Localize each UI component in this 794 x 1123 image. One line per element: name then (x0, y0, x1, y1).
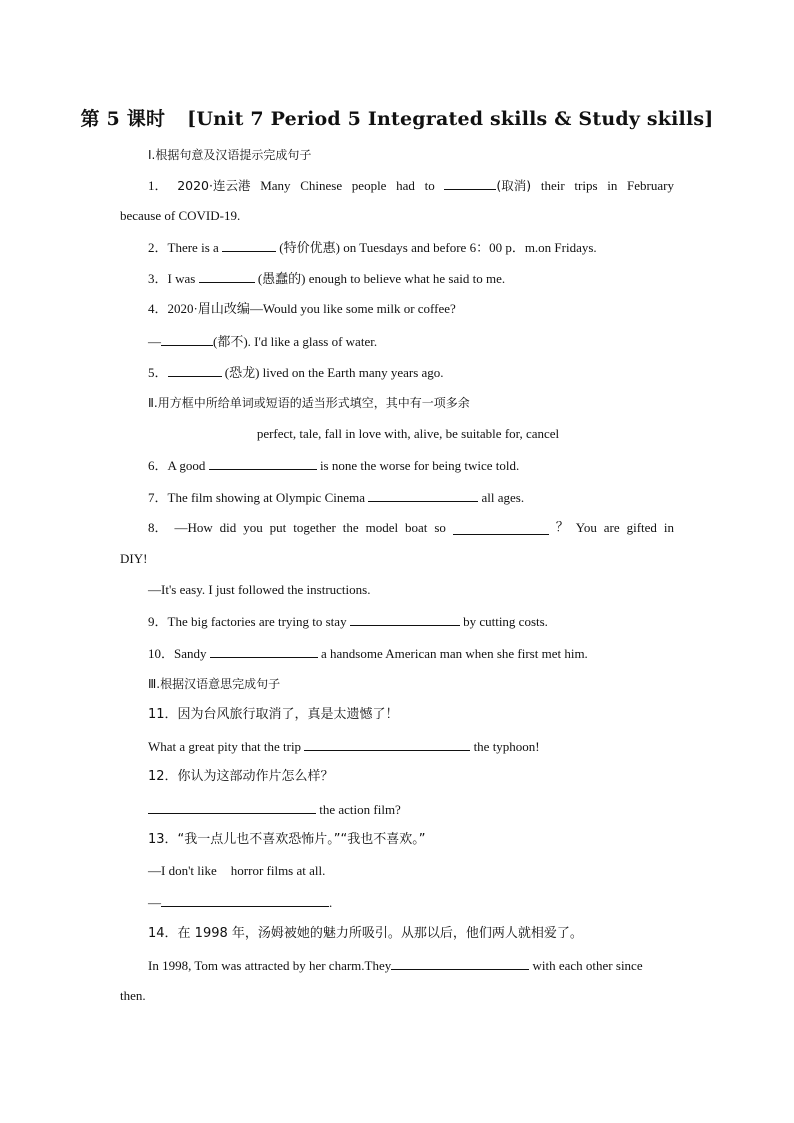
question-1: 1． 2020·连云港 Many Chinese people had to (取消) their trips in February (148, 177, 674, 193)
question-14: In 1998, Tom was attracted by her charm.They with each other since (148, 958, 643, 973)
question-13-reply: — . (148, 895, 333, 910)
answer-blank-10[interactable] (210, 644, 318, 658)
answer-blank-13[interactable] (161, 893, 329, 907)
word-bank: perfect, tale, fall in love with, alive, be suitable for, cancel (256, 426, 560, 441)
answer-blank-12[interactable] (148, 800, 316, 814)
answer-blank-6[interactable] (209, 456, 317, 470)
section-heading-2: Ⅱ.用方框中所给单词或短语的适当形式填空，其中有一项多余 (148, 396, 470, 410)
question-4: 4．2020·眉山改编—Would you like some milk or coffee? (148, 301, 456, 316)
question-11-prompt: 11．因为台风旅行取消了，真是太遗憾了！ (148, 707, 399, 722)
question-8-reply: —It's easy. I just followed the instructions. (148, 582, 371, 597)
lesson-label: 第 5 课时 (80, 108, 166, 130)
section-heading-3: Ⅲ.根据汉语意思完成句子 (148, 677, 281, 691)
question-9: 9．The big factories are trying to stay by cutting costs. (148, 614, 548, 629)
page-title (0, 104, 794, 131)
section-heading-1: Ⅰ.根据句意及汉语提示完成句子 (148, 148, 312, 162)
unit-label: [Unit 7 Period 5 Integrated skills & Study skills] (187, 108, 714, 130)
question-12: the action film? (148, 800, 401, 819)
answer-blank-8[interactable] (453, 521, 549, 535)
question-7: 7．The film showing at Olympic Cinema all ages. (148, 490, 525, 505)
answer-blank-3[interactable] (199, 269, 255, 283)
question-8-continued: DIY! (120, 551, 148, 566)
answer-blank-1[interactable] (444, 176, 496, 190)
question-13-prompt: 13．“我一点儿也不喜欢恐怖片。”“我也不喜欢。” (148, 832, 426, 847)
answer-blank-7[interactable] (368, 488, 478, 502)
question-5: 5． (恐龙) lived on the Earth many years ago. (148, 365, 444, 380)
question-11: What a great pity that the trip the typhoon! (148, 739, 540, 754)
question-14-prompt: 14．在 1998 年，汤姆被她的魅力所吸引。从那以后，他们两人就相爱了。 (148, 926, 583, 941)
question-6: 6．A good is none the worse for being twice told. (148, 458, 520, 473)
question-8: 8． —How did you put together the model boat so ？ You are gifted in (148, 520, 674, 535)
answer-blank-5[interactable] (168, 363, 222, 377)
answer-blank-11[interactable] (304, 737, 470, 751)
question-12-prompt: 12．你认为这部动作片怎么样？ (148, 769, 334, 784)
answer-blank-2[interactable] (222, 238, 276, 252)
answer-blank-14[interactable] (391, 956, 529, 970)
question-10: 10．Sandy a handsome American man when she first met him. (148, 646, 588, 661)
question-2: 2．There is a (特价优惠) on Tuesdays and before 6：00 p．m.on Fridays. (148, 240, 597, 255)
question-14-continued: then. (120, 988, 146, 1003)
question-13: —I don't like horror films at all. (148, 863, 326, 878)
question-3: 3．I was (愚蠢的) enough to believe what he said to me. (148, 271, 506, 286)
question-1-continued: because of COVID-19. (120, 208, 241, 223)
question-4-reply: — (都不). I'd like a glass of water. (148, 334, 378, 349)
answer-blank-4[interactable] (161, 332, 213, 346)
answer-blank-9[interactable] (350, 612, 460, 626)
